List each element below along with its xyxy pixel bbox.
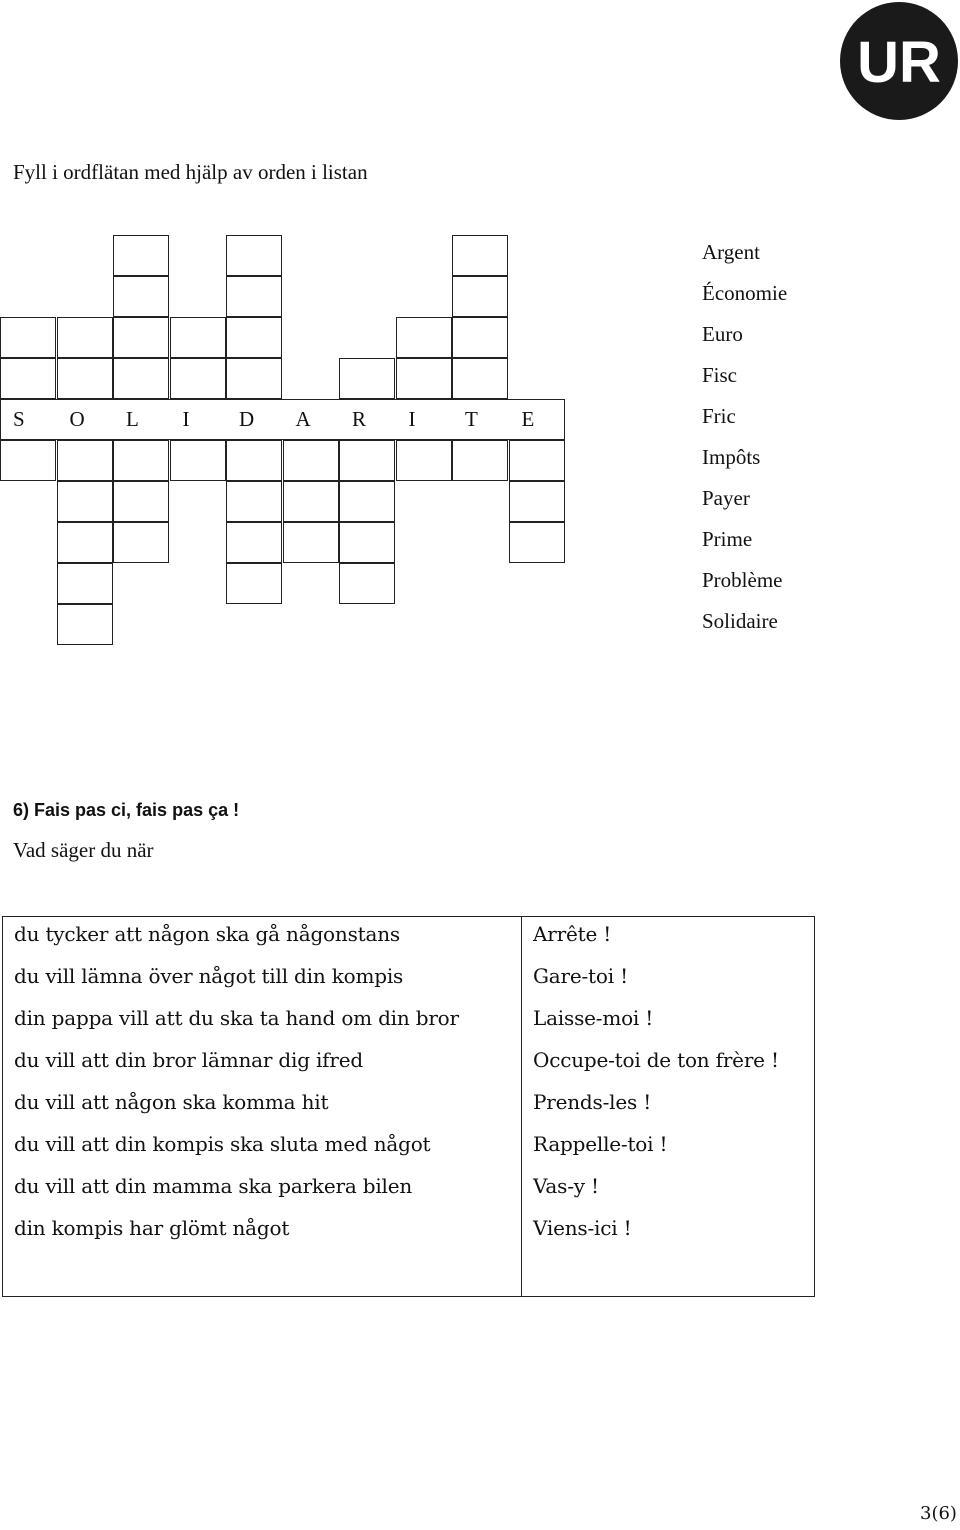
- crossword-cell[interactable]: [452, 358, 508, 399]
- crossword-cell[interactable]: [452, 317, 508, 358]
- page-number: 3(6): [920, 1503, 957, 1524]
- crossword-cell[interactable]: [57, 317, 113, 358]
- solution-letter: I: [408, 407, 416, 431]
- ur-logo-text: UR: [857, 30, 941, 95]
- crossword-cell[interactable]: [226, 358, 282, 399]
- matching-table: [2, 916, 815, 1297]
- solution-letter: E: [521, 407, 535, 431]
- crossword-cell[interactable]: [226, 235, 282, 276]
- crossword-cell[interactable]: [57, 522, 113, 563]
- section-title: 6) Fais pas ci, fais pas ça !: [13, 800, 240, 820]
- crossword-cell[interactable]: [0, 358, 56, 399]
- crossword-cell[interactable]: [170, 440, 226, 481]
- crossword-cell[interactable]: [226, 440, 282, 481]
- crossword-cell[interactable]: [113, 440, 169, 481]
- crossword-cell[interactable]: [396, 440, 452, 481]
- crossword-cell[interactable]: [113, 276, 169, 317]
- word-list-item: Euro: [702, 322, 743, 346]
- solution-letter: O: [69, 407, 85, 431]
- situation-item: du vill att någon ska komma hit: [14, 1090, 329, 1114]
- word-list-item: Impôts: [702, 445, 761, 469]
- word-list-item: Payer: [702, 486, 750, 510]
- crossword-cell[interactable]: [452, 235, 508, 276]
- word-list-item: Problème: [702, 568, 783, 592]
- crossword-cell[interactable]: [283, 522, 339, 563]
- situation-item: din pappa vill att du ska ta hand om din bror: [14, 1006, 459, 1030]
- phrase-item: Gare-toi !: [533, 964, 628, 988]
- phrase-item: Arrête !: [533, 922, 612, 946]
- crossword-cell[interactable]: [226, 481, 282, 522]
- crossword-cell[interactable]: [283, 440, 339, 481]
- situation-item: din kompis har glömt något: [14, 1216, 290, 1240]
- phrase-item: Laisse-moi !: [533, 1006, 654, 1030]
- phrases-column: [522, 917, 814, 1296]
- crossword-cell[interactable]: [509, 481, 565, 522]
- solution-letter: T: [465, 407, 478, 431]
- crossword-cell[interactable]: [226, 563, 282, 604]
- crossword-cell[interactable]: [452, 276, 508, 317]
- phrase-item: Rappelle-toi !: [533, 1132, 668, 1156]
- solution-letter: D: [239, 407, 255, 431]
- crossword-cell[interactable]: [113, 235, 169, 276]
- crossword-cell[interactable]: [396, 317, 452, 358]
- crossword-cell[interactable]: [339, 358, 395, 399]
- crossword-cell[interactable]: [396, 358, 452, 399]
- crossword-cell[interactable]: [509, 522, 565, 563]
- word-list-item: Fric: [702, 404, 736, 428]
- crossword-cell[interactable]: [339, 563, 395, 604]
- crossword-cell[interactable]: [452, 440, 508, 481]
- crossword-cell[interactable]: [113, 522, 169, 563]
- solution-letter: L: [126, 407, 139, 431]
- solution-letter: S: [13, 407, 25, 431]
- solution-letter: A: [295, 407, 311, 431]
- crossword-grid: [0, 0, 960, 700]
- crossword-cell[interactable]: [0, 317, 56, 358]
- phrase-item: Viens-ici !: [533, 1216, 632, 1240]
- phrase-item: Vas-y !: [533, 1174, 599, 1198]
- crossword-cell[interactable]: [339, 522, 395, 563]
- instruction-text: Fyll i ordflätan med hjälp av orden i listan: [13, 160, 368, 184]
- crossword-cell[interactable]: [170, 317, 226, 358]
- section-subtitle: Vad säger du när: [13, 838, 154, 862]
- crossword-cell[interactable]: [0, 440, 56, 481]
- crossword-cell[interactable]: [113, 317, 169, 358]
- crossword-cell[interactable]: [57, 563, 113, 604]
- phrase-item: Prends-les !: [533, 1090, 652, 1114]
- word-list-item: Économie: [702, 281, 788, 305]
- word-list-item: Argent: [702, 240, 760, 264]
- solution-row-box: [0, 399, 565, 440]
- crossword-cell[interactable]: [226, 522, 282, 563]
- phrase-item: Occupe-toi de ton frère !: [533, 1048, 779, 1072]
- situation-item: du tycker att någon ska gå någonstans: [14, 922, 400, 946]
- crossword-cell[interactable]: [339, 481, 395, 522]
- crossword-cell[interactable]: [170, 358, 226, 399]
- word-list: [702, 232, 787, 642]
- crossword-cell[interactable]: [57, 358, 113, 399]
- crossword-cell[interactable]: [57, 440, 113, 481]
- situation-item: du vill att din kompis ska sluta med något: [14, 1132, 431, 1156]
- solution-letter: R: [352, 407, 367, 431]
- crossword-cell[interactable]: [57, 481, 113, 522]
- word-list-item: Solidaire: [702, 609, 778, 633]
- crossword-cell[interactable]: [283, 481, 339, 522]
- situations-column: [3, 917, 522, 1296]
- crossword-cell[interactable]: [509, 440, 565, 481]
- situation-item: du vill att din mamma ska parkera bilen: [14, 1174, 413, 1198]
- crossword-cell[interactable]: [113, 358, 169, 399]
- situation-item: du vill att din bror lämnar dig ifred: [14, 1048, 363, 1072]
- crossword-cell[interactable]: [339, 440, 395, 481]
- word-list-item: Prime: [702, 527, 753, 551]
- word-list-item: Fisc: [702, 363, 738, 387]
- crossword-cell[interactable]: [226, 317, 282, 358]
- solution-letter: I: [182, 407, 190, 431]
- crossword-cell[interactable]: [57, 604, 113, 645]
- crossword-cell[interactable]: [226, 276, 282, 317]
- crossword-cell[interactable]: [113, 481, 169, 522]
- situation-item: du vill lämna över något till din kompis: [14, 964, 404, 988]
